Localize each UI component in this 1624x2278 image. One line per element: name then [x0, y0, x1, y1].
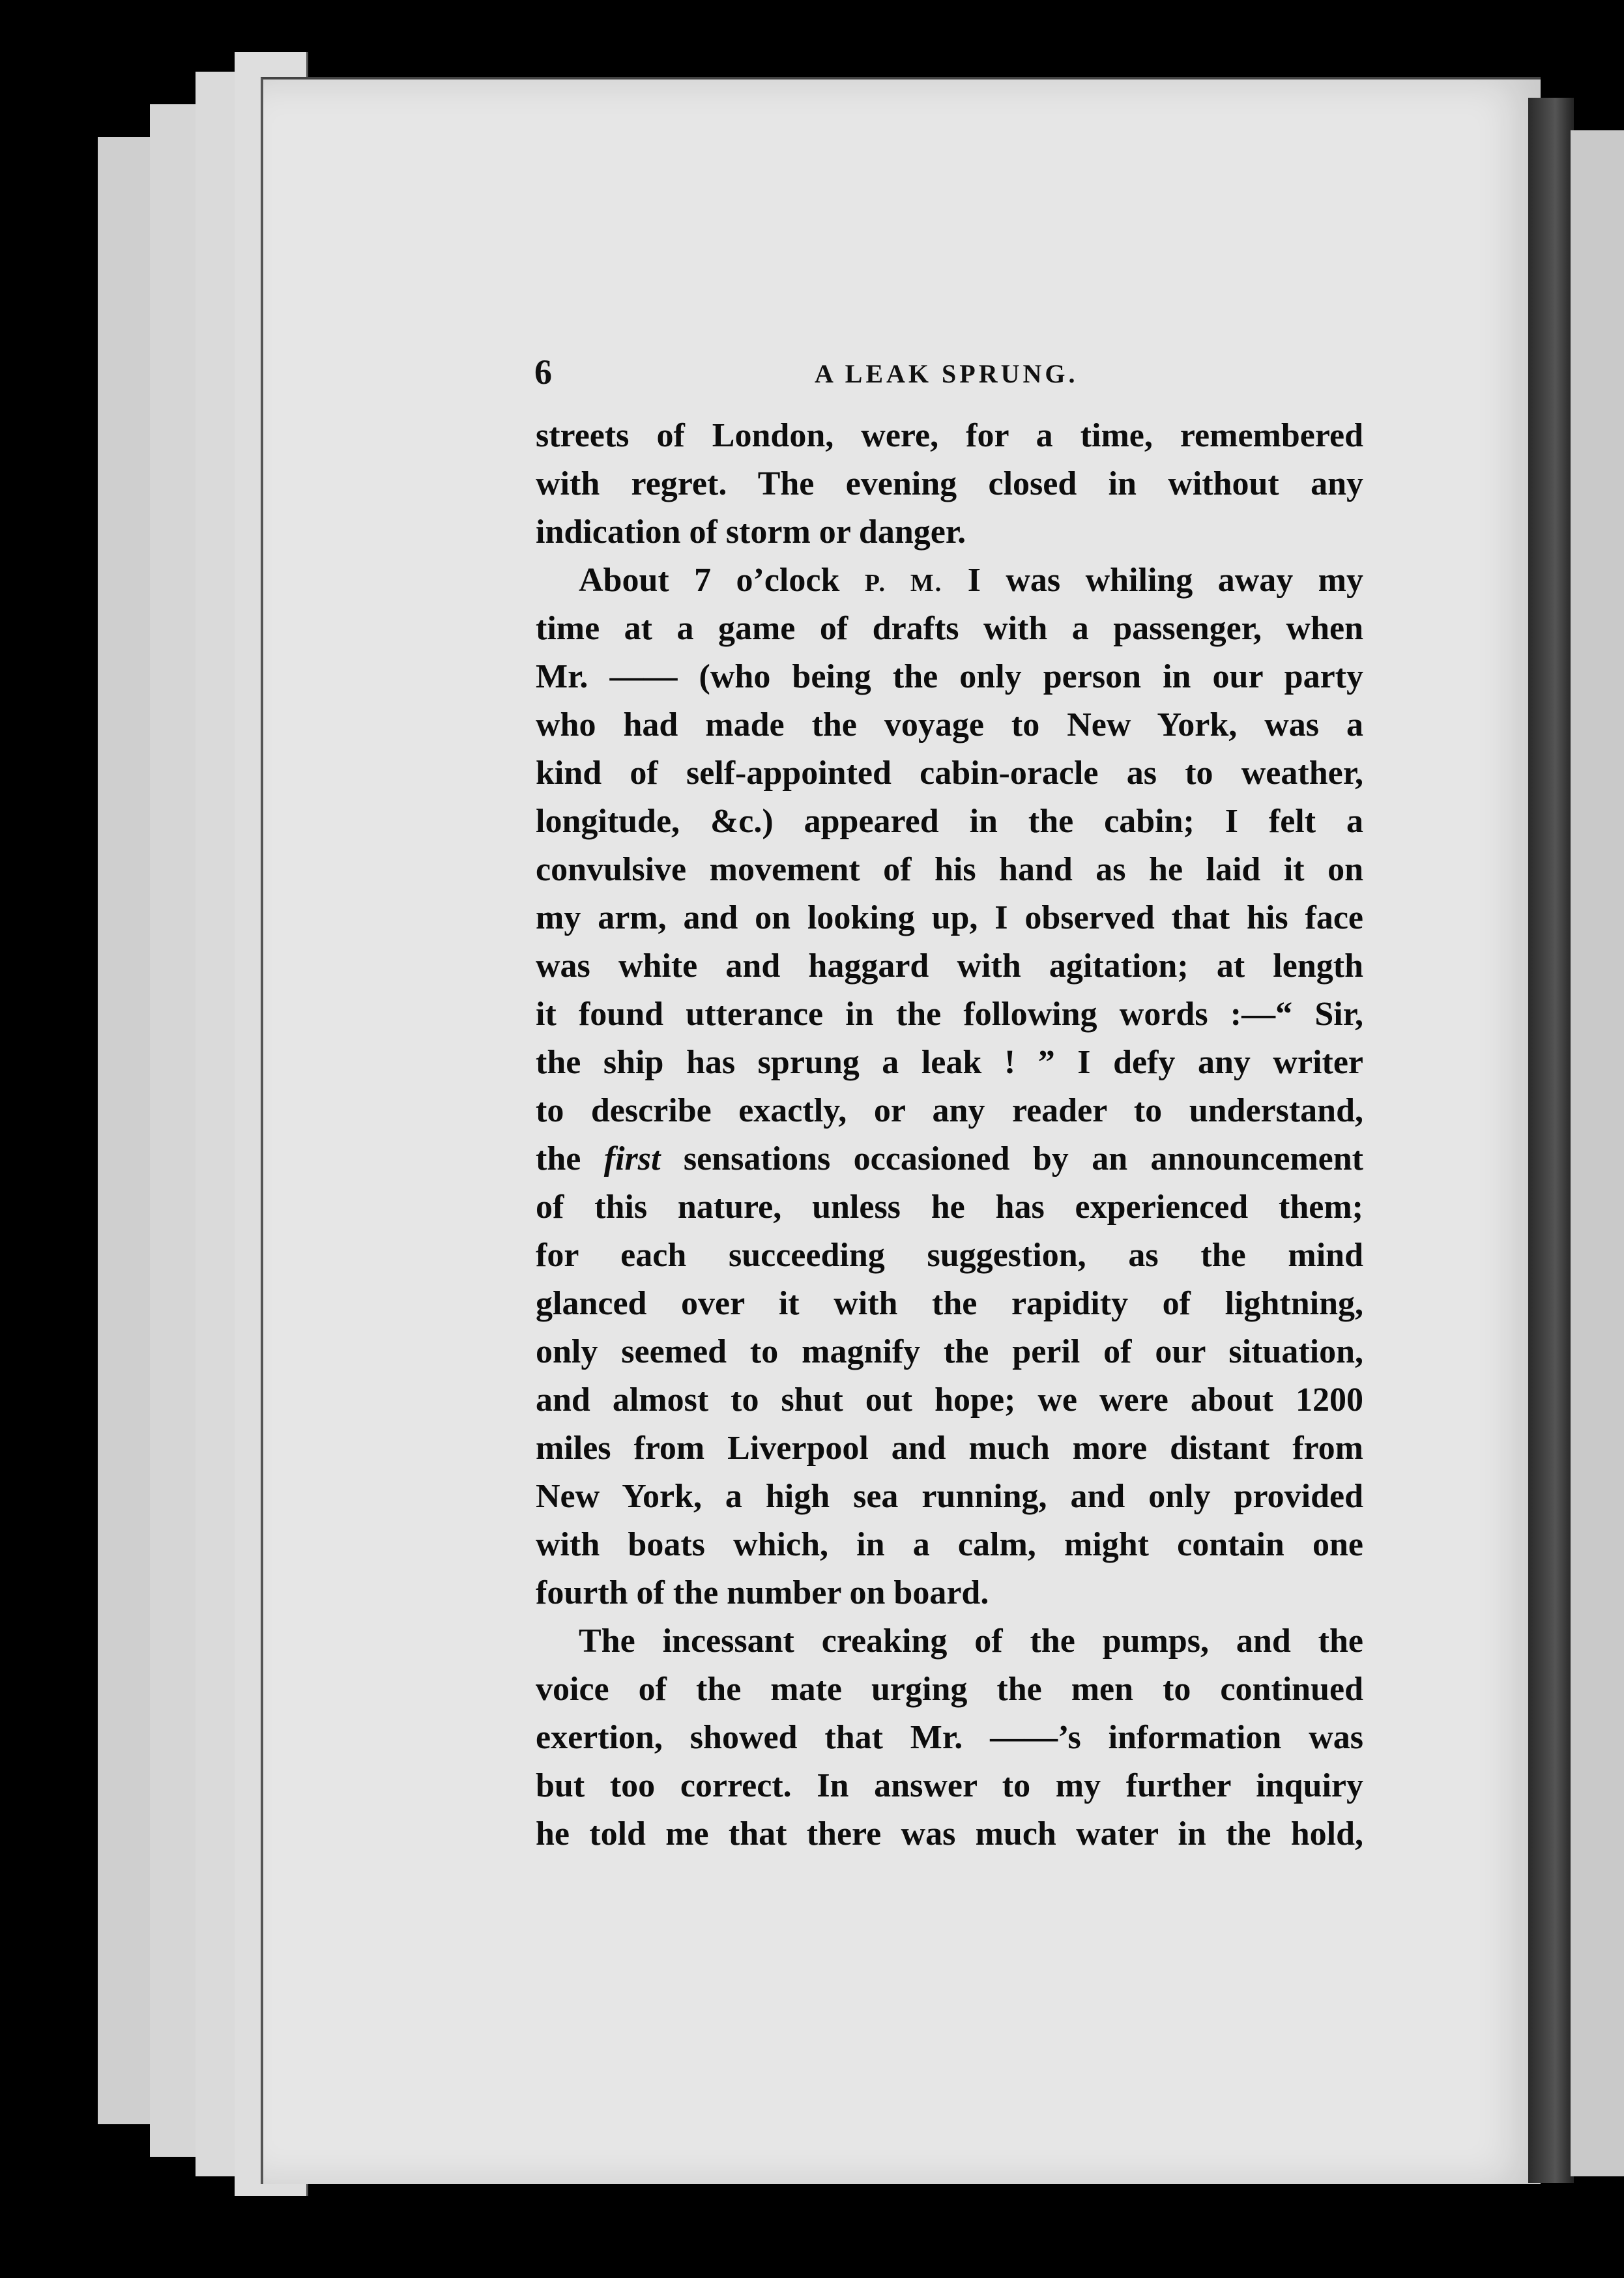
text-fragment: About 7 o’clock [579, 562, 865, 599]
text-fragment: the [536, 1140, 604, 1177]
text-line: kind of self-appointed cabin-oracle as to weather, [536, 755, 1363, 792]
text-line: convulsive movement of his hand as he laid it on [536, 851, 1363, 888]
text-line: The incessant creaking of the pumps, and the [579, 1622, 1363, 1660]
text-line: streets of London, were, for a time, remembered [536, 417, 1363, 454]
text-line: New York, a high sea running, and only provided [536, 1478, 1363, 1515]
text-line: to describe exactly, or any reader to understand, [536, 1092, 1363, 1129]
text-line: was white and haggard with agitation; at length [536, 947, 1363, 985]
adjacent-page-edge [1571, 130, 1624, 2176]
text-line: indication of storm or danger. [536, 513, 966, 551]
page-header [534, 352, 1362, 391]
text-line-mixed [536, 556, 1363, 605]
text-line: longitude, &c.) appeared in the cabin; I felt a [536, 803, 1363, 840]
text-line: for each succeeding suggestion, as the mind [536, 1237, 1363, 1274]
text-line: exertion, showed that Mr. ——’s information was [536, 1719, 1363, 1756]
text-line: miles from Liverpool and much more distant from [536, 1430, 1363, 1467]
text-line: voice of the mate urging the men to continued [536, 1671, 1363, 1708]
text-line: it found utterance in the following words :—“ Sir, [536, 996, 1363, 1033]
text-line: who had made the voyage to New York, was a [536, 706, 1363, 743]
text-line: the ship has sprung a leak ! ” I defy any writer [536, 1044, 1363, 1081]
text-line: Mr. —— (who being the only person in our party [536, 658, 1363, 695]
page-number: 6 [534, 353, 552, 392]
text-line: and almost to shut out hope; we were about 1200 [536, 1381, 1363, 1419]
text-line: my arm, and on looking up, I observed that his face [536, 899, 1363, 936]
text-line: with boats which, in a calm, might contain one [536, 1526, 1363, 1563]
text-fragment: sensations occasioned by an announcement [660, 1140, 1364, 1177]
text-line: time at a game of drafts with a passenger, when [536, 610, 1363, 647]
text-line: he told me that there was much water in the hold, [536, 1815, 1363, 1853]
running-title: A LEAK SPRUNG. [815, 359, 1079, 388]
italic-text: first [603, 1140, 661, 1177]
text-line: glanced over it with the rapidity of lightning, [536, 1285, 1363, 1322]
body-text [536, 412, 1363, 1858]
text-line-mixed [536, 1135, 1363, 1183]
small-caps-text: P. M. [864, 570, 943, 597]
text-line: only seemed to magnify the peril of our situation, [536, 1333, 1363, 1370]
text-line: with regret. The evening closed in without any [536, 465, 1363, 502]
text-fragment: I was whiling away my [942, 562, 1363, 599]
text-line: fourth of the number on board. [536, 1574, 989, 1611]
book-gutter [1528, 98, 1574, 2183]
text-line: but too correct. In answer to my further inquiry [536, 1767, 1363, 1804]
text-line: of this nature, unless he has experienced them; [536, 1189, 1363, 1226]
